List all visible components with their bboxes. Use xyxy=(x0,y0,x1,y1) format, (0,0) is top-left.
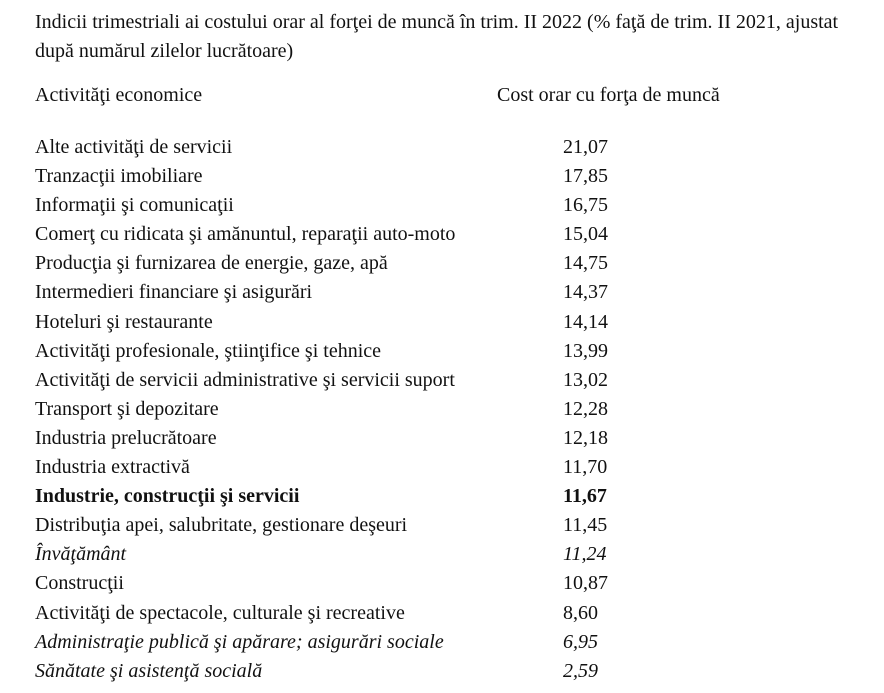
table-row xyxy=(0,629,884,658)
table-row xyxy=(0,221,884,250)
cost-value: 2,59 xyxy=(563,659,598,682)
table-row xyxy=(0,658,884,687)
activity-name: Activităţi de spectacole, culturale şi recreative xyxy=(35,601,405,624)
activity-name: Hoteluri şi restaurante xyxy=(35,310,213,333)
activity-name: Distribuţia apei, salubritate, gestionare deşeuri xyxy=(35,514,408,537)
cost-value: 11,45 xyxy=(563,514,608,537)
cost-value: 14,75 xyxy=(563,252,608,275)
activity-name: Industrie, construcţii şi servicii xyxy=(35,485,300,508)
table-row xyxy=(0,192,884,221)
activity-name: Tranzacţii imobiliare xyxy=(35,165,203,188)
table-row xyxy=(0,483,884,512)
activity-name: Activităţi de servicii administrative şi servicii suport xyxy=(35,368,455,391)
table-row xyxy=(0,600,884,629)
cost-value: 6,95 xyxy=(563,630,598,653)
activity-name: Alte activităţi de servicii xyxy=(35,136,233,158)
table-row xyxy=(0,279,884,308)
cost-value: 12,18 xyxy=(563,426,608,449)
table-body xyxy=(0,134,884,687)
table-row xyxy=(0,512,884,541)
activity-name: Industria prelucrătoare xyxy=(35,426,217,449)
table-row xyxy=(0,163,884,192)
cost-value: 16,75 xyxy=(563,194,608,217)
table-row xyxy=(0,425,884,454)
activity-name: Comerţ cu ridicata şi amănuntul, reparaţii auto-moto xyxy=(35,223,456,246)
cost-value: 15,04 xyxy=(563,223,608,246)
activity-name: Sănătate şi asistenţă socială xyxy=(35,659,263,682)
cost-value: 12,28 xyxy=(563,397,608,420)
table-row xyxy=(0,541,884,570)
cost-value: 11,24 xyxy=(563,543,607,566)
activity-name: Informaţii şi comunicaţii xyxy=(35,194,234,217)
cost-value: 17,85 xyxy=(563,165,608,188)
activity-name: Construcţii xyxy=(35,572,124,595)
table-row xyxy=(0,454,884,483)
table-row xyxy=(0,309,884,338)
cost-value: 10,87 xyxy=(563,572,608,595)
table-row xyxy=(0,134,884,163)
cost-value: 13,99 xyxy=(563,339,608,362)
cost-value: 14,37 xyxy=(563,281,608,304)
activity-name: Transport şi depozitare xyxy=(35,397,219,420)
document-title: Indicii trimestriali ai costului orar al forţei de muncă în trim. II 2022 (% faţă de trim. II 2021, ajustat după numărul zilelor lucrătoare) xyxy=(35,11,839,62)
cost-value: 11,67 xyxy=(563,485,607,508)
activity-name: Producţia şi furnizarea de energie, gaze, apă xyxy=(35,252,388,275)
column-header-activity: Activităţi economice xyxy=(35,84,203,106)
activity-name: Învăţământ xyxy=(35,543,127,566)
cost-value: 11,70 xyxy=(563,456,608,479)
activity-name: Industria extractivă xyxy=(35,456,190,479)
cost-value: 13,02 xyxy=(563,368,608,391)
table-row xyxy=(0,338,884,367)
table-row xyxy=(0,570,884,599)
cost-value: 21,07 xyxy=(563,136,608,158)
activity-name: Intermedieri financiare şi asigurări xyxy=(35,281,313,304)
table-header xyxy=(0,84,884,112)
activity-name: Activităţi profesionale, ştiinţifice şi tehnice xyxy=(35,339,382,362)
cost-value: 8,60 xyxy=(563,601,598,624)
table-row xyxy=(0,396,884,425)
table-row xyxy=(0,250,884,279)
column-header-cost: Cost orar cu forţa de muncă xyxy=(497,84,720,106)
activity-name: Administraţie publică şi apărare; asigurări sociale xyxy=(35,630,444,653)
cost-value: 14,14 xyxy=(563,310,608,333)
table-row xyxy=(0,367,884,396)
